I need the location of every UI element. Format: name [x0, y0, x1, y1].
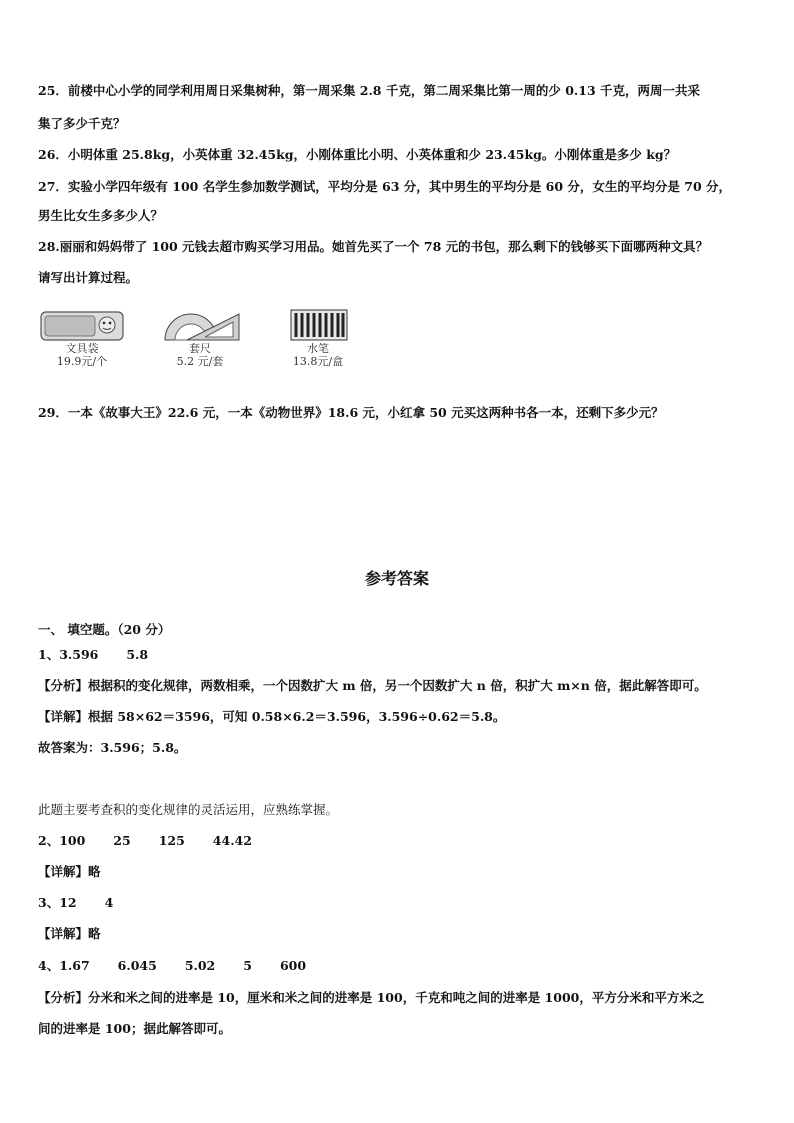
item-name: 套尺	[189, 342, 211, 355]
ruler-set-icon	[150, 308, 250, 342]
item-name: 文具袋	[65, 342, 99, 355]
answer-2-values: 2、100 25 125 44.42	[38, 833, 252, 848]
item-price: 13.8元/盒	[292, 355, 344, 368]
question-28-line-2: 请写出计算过程。	[38, 270, 139, 285]
answer-1-detail: 【详解】根据 58×62＝3596，可知 0.58×6.2＝3.596，3.596÷0.62＝5.8。	[38, 709, 506, 724]
answer-2-detail: 【详解】略	[38, 864, 101, 879]
answer-1-analysis: 【分析】根据积的变化规律，两数相乘，一个因数扩大 m 倍，另一个因数扩大 n 倍，积扩大 m×n 倍，据此解答即可。	[38, 678, 707, 693]
item-pen-box	[268, 308, 368, 368]
item-price: 19.9元/个	[56, 355, 108, 368]
question-29: 29．一本《故事大王》22.6 元，一本《动物世界》18.6 元，小红拿 50 元买这两种书各一本，还剩下多少元？	[38, 405, 664, 420]
question-27-line-2: 男生比女生多多少人？	[38, 208, 164, 223]
answer-1-values: 1、3.596 5.8	[38, 647, 149, 662]
answer-3-detail: 【详解】略	[38, 926, 101, 941]
answer-1-note: 此题主要考查积的变化规律的灵活运用，应熟练掌握。	[38, 802, 339, 817]
pencil-case-icon	[32, 308, 132, 342]
item-pencil-case	[32, 308, 132, 368]
question-28-line-1: 28.丽丽和妈妈带了 100 元钱去超市购买学习用品。她首先买了一个 78 元的书包，那么剩下的钱够买下面哪两种文具？	[38, 239, 709, 254]
answer-1-result: 故答案为：3.596；5.8。	[38, 740, 187, 755]
question-25-line-2: 集了多少千克？	[38, 116, 126, 131]
item-price: 5.2 元/套	[176, 355, 224, 368]
answer-3-values: 3、12 4	[38, 895, 114, 910]
stationery-items	[40, 308, 380, 378]
question-26: 26．小明体重 25.8kg，小英体重 32.45kg，小刚体重比小明、小英体重和少 23.45kg。小刚体重是多少 kg？	[38, 147, 677, 162]
pen-box-icon	[268, 308, 368, 342]
item-ruler-set	[150, 308, 250, 368]
answer-4-analysis-line-2: 间的进率是 100；据此解答即可。	[38, 1021, 231, 1036]
answer-4-values: 4、1.67 6.045 5.02 5 600	[38, 958, 307, 973]
item-name: 水笔	[307, 342, 329, 355]
question-25-line-1: 25．前楼中心小学的同学利用周日采集树种，第一周采集 2.8 千克，第二周采集比第一周的少 0.13 千克，两周一共采	[38, 83, 700, 98]
section-1-heading: 一、 填空题。（20 分）	[38, 622, 171, 637]
answers-title: 参考答案	[364, 569, 429, 588]
answer-4-analysis-line-1: 【分析】分米和米之间的进率是 10，厘米和米之间的进率是 100，千克和吨之间的进率是 1000，平方分米和平方米之	[38, 990, 705, 1005]
question-27-line-1: 27．实验小学四年级有 100 名学生参加数学测试，平均分是 63 分，其中男生的平均分是 60 分，女生的平均分是 70 分，	[38, 179, 731, 194]
